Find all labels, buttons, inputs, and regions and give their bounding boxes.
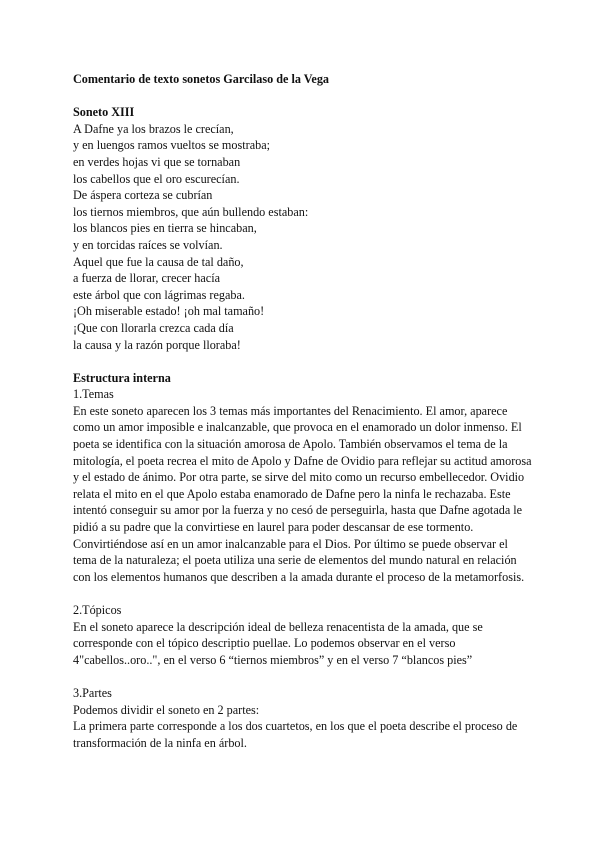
- verse-line: este árbol que con lágrimas regaba.: [73, 287, 245, 302]
- verse-line: los tiernos miembros, que aún bullendo estaban:: [73, 204, 309, 219]
- verse-line: en verdes hojas vi que se tornaban: [73, 154, 241, 169]
- verse-line: a fuerza de llorar, crecer hacía: [73, 271, 220, 286]
- document-page: [73, 71, 533, 751]
- spacer: [73, 353, 533, 370]
- verse-line: la causa y la razón porque lloraba!: [73, 337, 241, 352]
- spacer: [73, 668, 533, 685]
- partes-intro: Podemos dividir el soneto en 2 partes:: [73, 702, 260, 717]
- verse-line: ¡Oh miserable estado! ¡oh mal tamaño!: [73, 304, 265, 319]
- verse-line: y en luengos ramos vueltos se mostraba;: [73, 138, 270, 153]
- verse-line: los blancos pies en tierra se hincaban,: [73, 221, 257, 236]
- topicos-label: 2.Tópicos: [73, 603, 122, 617]
- sonnet-verses: [73, 121, 533, 353]
- topicos-paragraph: En el soneto aparece la descripción ideal de belleza renacentista de la amada, que se corresponde con el tópico descriptio puellae. Lo podemos observar en el verso 4"cabellos..oro..", en el verso 6 “tiernos miembros” y en el verso 7 “blancos pies”: [73, 619, 483, 667]
- verse-line: De áspera corteza se cubrían: [73, 188, 213, 203]
- structure-heading: Estructura interna: [73, 370, 171, 385]
- verse-line: y en torcidas raíces se volvían.: [73, 237, 223, 252]
- verse-line: ¡Que con llorarla crezca cada día: [73, 320, 234, 335]
- sonnet-heading: Soneto XIII: [73, 105, 135, 120]
- temas-paragraph: En este soneto aparecen los 3 temas más importantes del Renacimiento. El amor, aparece como un amor imposible e inalcanzable, que provoca en el enamorado un dolor inmenso. El poeta se identifica con la situación amorosa de Apolo. También observamos el tema de la mitología, el poeta recrea el mito de Apolo y Dafne de Ovidio para reflejar su actitud amorosa y el estado de ánimo. Por otra parte, se sirve del mito como un recurso embellecedor. Ovidio relata el mito en el que Apolo estaba enamorado de Dafne pero la ninfa le rechazaba. Este intentó conseguir su amor por la fuerza y no cesó de perseguirla, hasta que Dafne agotada le pidió a su padre que la convirtiese en laurel para poder descansar de ese tormento. Convirtiéndose así en un amor inalcanzable para el Dios. Por último se puede observar el tema de la naturaleza; el poeta utiliza una serie de elementos del mundo natural en relación con los elementos humanos que describen a la amada durante el proceso de la metamorfosis.: [73, 403, 532, 584]
- partes-paragraph: La primera parte corresponde a los dos cuartetos, en los que el poeta describe el proceso de transformación de la ninfa en árbol.: [73, 719, 518, 750]
- document-title: Comentario de texto sonetos Garcilaso de la Vega: [73, 72, 330, 86]
- verse-line: A Dafne ya los brazos le crecían,: [73, 121, 234, 136]
- spacer: [73, 88, 533, 105]
- verse-line: los cabellos que el oro escurecían.: [73, 171, 240, 186]
- temas-label: 1.Temas: [73, 387, 114, 402]
- verse-line: Aquel que fue la causa de tal daño,: [73, 254, 244, 269]
- spacer: [73, 585, 533, 602]
- partes-label: 3.Partes: [73, 685, 112, 700]
